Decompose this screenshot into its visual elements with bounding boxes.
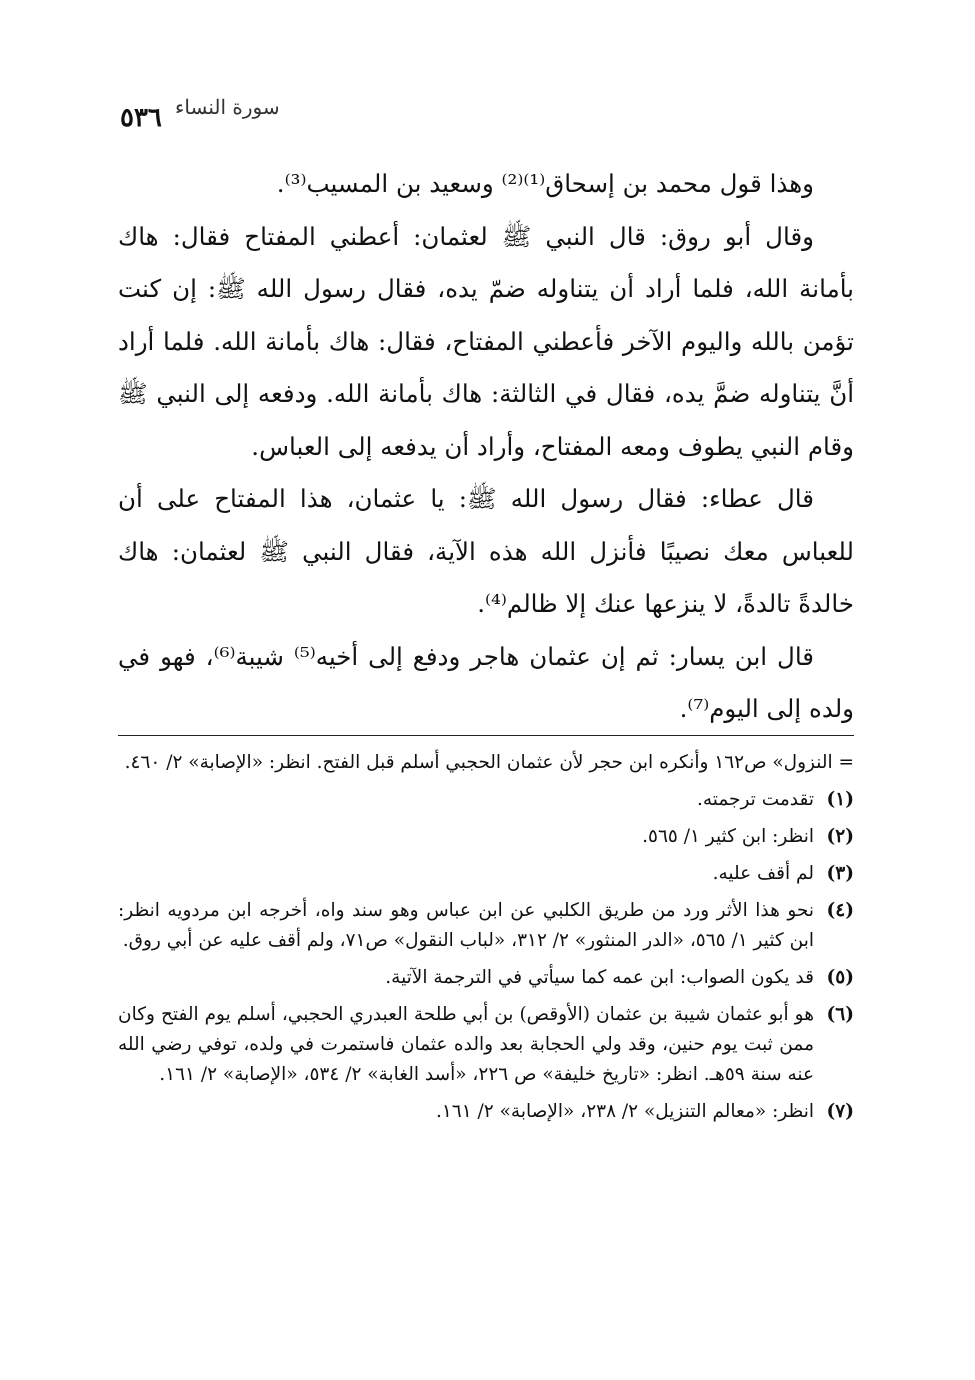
footnote-text: = النزول» ص١٦٢ وأنكره ابن حجر لأن عثمان الحجبي أسلم قبل الفتح. انظر: «الإصابة» ٢/ ٤٦٠. <box>124 752 854 773</box>
footnote-item <box>118 896 854 956</box>
footnote-item <box>118 1097 854 1127</box>
footnote-text: انظر: ابن كثير ١/ ٥٦٥. <box>642 826 814 847</box>
paragraph: وهذا قول محمد بن إسحاق⁽¹⁾⁽²⁾ وسعيد بن المسيب⁽³⁾. <box>276 169 814 198</box>
paragraph: قال عطاء: فقال رسول الله ﷺ: يا عثمان، هذا المفتاح على أن للعباس معك نصيبًا فأنزل الله هذه الآية، فقال النبي ﷺ لعثمان: هاك خالدةً تالدةً، لا ينزعها عنك إلا ظالم⁽⁴⁾. <box>118 484 854 618</box>
footnote-item <box>118 1000 854 1090</box>
footnote-item <box>118 859 854 889</box>
page-number: ٥٣٦ <box>120 103 162 133</box>
footnote-continuation <box>118 748 854 778</box>
footnote-text: قد يكون الصواب: ابن عمه كما سيأتي في الترجمة الآتية. <box>385 967 814 988</box>
footnote-number: (٢) <box>826 826 854 847</box>
footnote-item <box>118 963 854 993</box>
footnote-number: (٥) <box>826 967 854 988</box>
paragraph: قال ابن يسار: ثم إن عثمان هاجر ودفع إلى أخيه⁽⁵⁾ شيبة⁽⁶⁾، فهو في ولده إلى اليوم⁽⁷⁾. <box>118 641 854 723</box>
footnote-text: نحو هذا الأثر ورد من طريق الكلبي عن ابن عباس وهو سند واه، أخرجه ابن مردويه انظر: ابن كثير ١/ ٥٦٥، «الدر المنثور» ٢/ ٣١٢، «لباب النقول» ص٧١، ولم أقف عليه عن أبي روق. <box>118 900 814 951</box>
footnote-item <box>118 822 854 852</box>
paragraph: وقال أبو روق: قال النبي ﷺ لعثمان: أعطني المفتاح فقال: هاك بأمانة الله، فلما أراد أن يتناوله ضمّ يده، فقال رسول الله ﷺ: إن كنت تؤمن بالله واليوم الآخر فأعطني المفتاح، فقال: هاك بأمانة الله. فلما أراد أنَّ يتناوله ضمَّ يده، فقال في الثالثة: هاك بأمانة الله. ودفعه إلى النبي ﷺ وقام النبي يطوف ومعه المفتاح، وأراد أن يدفعه إلى العباس. <box>118 221 854 461</box>
running-header: سورة النساء <box>175 95 280 119</box>
footnote-number: (٧) <box>826 1101 854 1122</box>
footnote-number: (٣) <box>826 863 854 884</box>
footnotes <box>118 748 854 1134</box>
footnote-text: انظر: «معالم التنزيل» ٢/ ٢٣٨، «الإصابة» ٢/ ١٦١. <box>435 1101 814 1122</box>
footnote-number: (١) <box>826 789 854 810</box>
footnote-item <box>118 785 854 815</box>
footnote-number: (٦) <box>826 1004 854 1025</box>
footnote-text: تقدمت ترجمته. <box>696 789 814 810</box>
footnote-separator <box>118 735 854 736</box>
footnote-text: هو أبو عثمان شيبة بن عثمان (الأوقص) بن أبي طلحة العبدري الحجبي، أسلم يوم الفتح وكان ممن ثبت يوم حنين، وقد ولي الحجابة بعد والده عثمان فاستمرت في ولده، توفي رضي الله عنه سنة ٥٩هـ. انظر: «تاريخ خليفة» ص ٢٢٦، «أسد الغابة» ٢/ ٥٣٤، «الإصابة» ٢/ ١٦١. <box>118 1004 814 1085</box>
footnote-text: لم أقف عليه. <box>712 863 814 884</box>
main-text <box>118 158 854 736</box>
footnote-number: (٤) <box>826 900 854 921</box>
